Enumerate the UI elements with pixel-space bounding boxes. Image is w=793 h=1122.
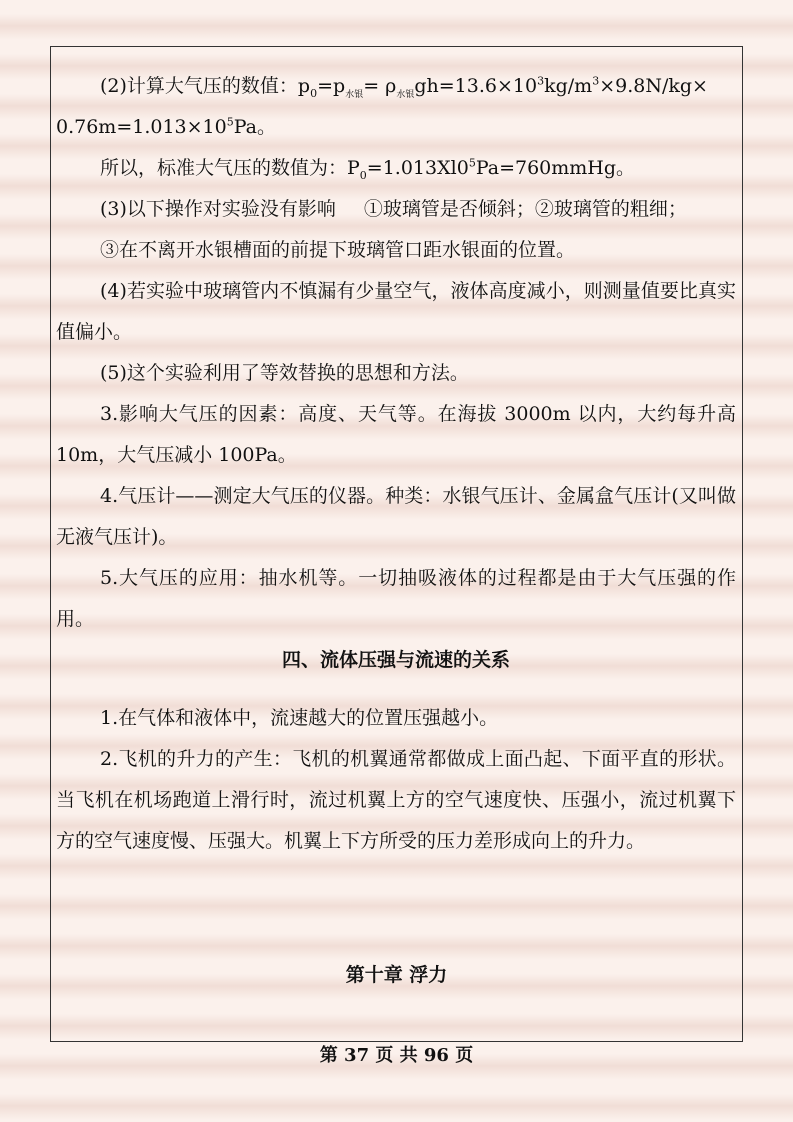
chapter-title: 第十章 浮力 bbox=[345, 964, 448, 986]
paragraph-flow-speed-pressure: 1.在气体和液体中，流速越大的位置压强越小。 bbox=[100, 707, 499, 729]
paragraph-pressure-applications: 5.大气压的应用：抽水机等。一切抽吸液体的过程都是由于大气压强的作用。 bbox=[56, 567, 736, 630]
document-body bbox=[56, 66, 736, 862]
paragraph-pressure-factors: 3.影响大气压的因素：高度、天气等。在海拔 3000m 以内，大约每升高 10m，大气压减小 100Pa。 bbox=[56, 403, 736, 466]
paragraph-no-effect-operations-cont: ③在不离开水银槽面的前提下玻璃管口距水银面的位置。 bbox=[100, 239, 576, 261]
paragraph-standard-pressure: 所以，标准大气压的数值为：$P_0=1.013Xl0^5Pa=760mmHg$。 bbox=[100, 156, 636, 182]
paragraph-no-effect-operations: (3)以下操作对实验没有影响 ①玻璃管是否倾斜；②玻璃管的粗细； bbox=[100, 198, 687, 220]
paragraph-barometer: 4.气压计——测定大气压的仪器。种类：水银气压计、金属盒气压计(又叫做无液气压计)。 bbox=[56, 485, 736, 548]
paragraph-atm-pressure-calculation: (2)计算大气压的数值：$p_0=p_{水银}= \rho_{水银}gh=13.6\times 10^3kg/m^3\times 9.8N/kg\times$ $0.76m=1.013\times 10^5Pa$。 bbox=[56, 74, 708, 138]
section-heading-fluid-pressure: 四、流体压强与流速的关系 bbox=[281, 649, 510, 671]
page-number-footer: 第 37 页 共 96 页 bbox=[319, 1045, 474, 1066]
paragraph-air-leak: (4)若实验中玻璃管内不慎漏有少量空气，液体高度减小，则测量值要比真实值偏小。 bbox=[56, 280, 736, 343]
paragraph-equivalent-substitution: (5)这个实验利用了等效替换的思想和方法。 bbox=[100, 362, 469, 384]
paragraph-airplane-lift: 2.飞机的升力的产生：飞机的机翼通常都做成上面凸起、下面平直的形状。当飞机在机场跑道上滑行时，流过机翼上方的空气速度快、压强小，流过机翼下方的空气速度慢、压强大。机翼上下方所受的压力差形成向上的升力。 bbox=[56, 748, 736, 852]
